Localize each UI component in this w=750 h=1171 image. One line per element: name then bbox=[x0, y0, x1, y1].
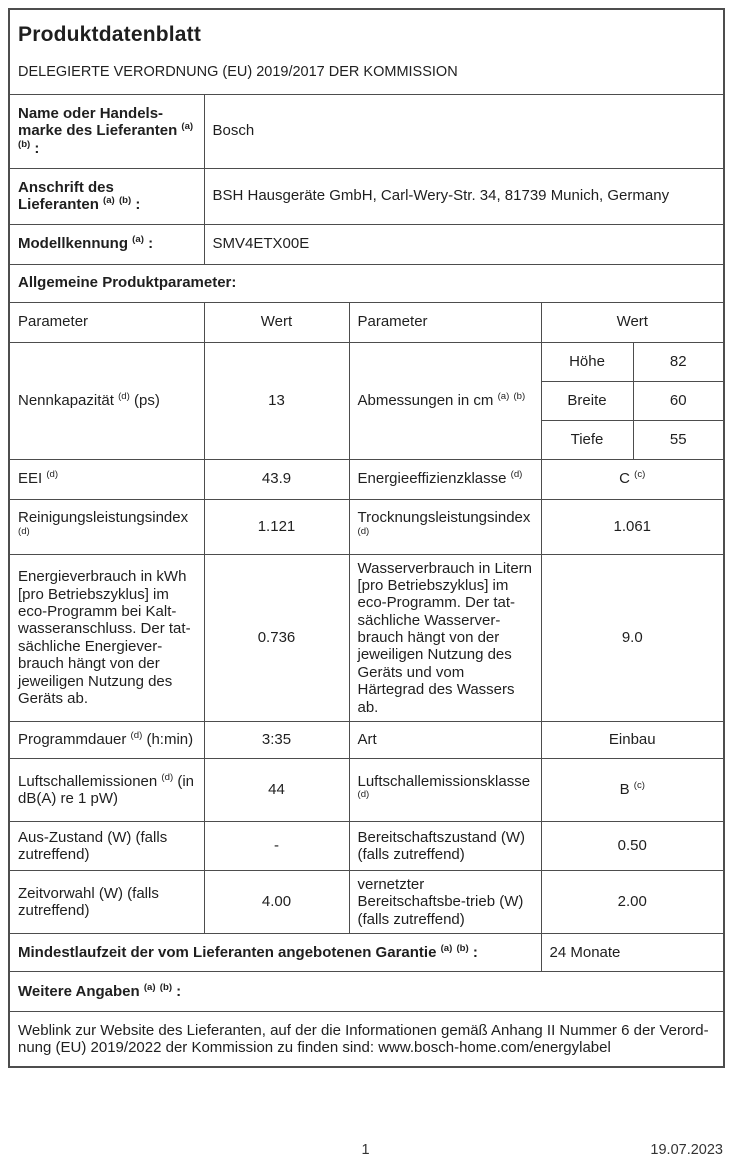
footer-date: 19.07.2023 bbox=[650, 1142, 723, 1158]
eei-value: 43.9 bbox=[204, 459, 349, 499]
wert-header-2: Wert bbox=[541, 302, 724, 342]
wert-header-1: Wert bbox=[204, 302, 349, 342]
table-row bbox=[9, 302, 724, 342]
section-title: Allgemeine Produktparameter: bbox=[9, 264, 724, 302]
off-mode-label: Aus-Zustand (W) (falls zutreffend) bbox=[9, 822, 204, 871]
param-header-2: Parameter bbox=[349, 302, 541, 342]
table-row bbox=[9, 554, 724, 722]
capacity-label: Nennkapazität $^{(d)}$ (ps) bbox=[9, 342, 204, 459]
noise-class-label: Luftschallemissionsklasse $^{(d)}$ bbox=[349, 759, 541, 822]
energy-class-label: Energieeffizienzklasse $^{(d)}$ bbox=[349, 459, 541, 499]
table-row bbox=[9, 224, 724, 264]
capacity-value: 13 bbox=[204, 342, 349, 459]
dimension-value-tiefe: 55 bbox=[633, 420, 724, 459]
networked-standby-label: vernetzter Bereitschaftsbe-trieb (W) (falls zutreffend) bbox=[349, 871, 541, 934]
table-row bbox=[9, 871, 724, 934]
dimensions-label: Abmessungen in cm $^{(a)}$ $^{(b)}$ bbox=[349, 342, 541, 459]
dimension-name-breite: Breite bbox=[541, 381, 633, 420]
table-row bbox=[9, 1012, 724, 1067]
dimension-name-hoehe: Höhe bbox=[541, 342, 633, 381]
supplier-name-label: Name oder Handels-marke des Lieferanten $^{(a)}$ $^{(b)}$ : bbox=[9, 94, 204, 168]
additional-info-label: Weitere Angaben $^{(a)}$ $^{(b)}$ : bbox=[9, 972, 724, 1012]
duration-value: 3:35 bbox=[204, 722, 349, 759]
regulation-subtitle: DELEGIERTE VERORDNUNG (EU) 2019/2017 DER KOMMISSION bbox=[18, 64, 458, 81]
table-row bbox=[9, 822, 724, 871]
drying-index-value: 1.061 bbox=[541, 499, 724, 554]
type-label: Art bbox=[349, 722, 541, 759]
noise-value: 44 bbox=[204, 759, 349, 822]
energy-consumption-value: 0.736 bbox=[204, 554, 349, 722]
model-id-value: SMV4ETX00E bbox=[204, 224, 724, 264]
dimension-value-hoehe: 82 bbox=[633, 342, 724, 381]
footer-page-number: 1 bbox=[361, 1142, 370, 1158]
energy-class-value: C $^{(c)}$ bbox=[541, 459, 724, 499]
table-row bbox=[9, 342, 724, 381]
water-consumption-label: Wasserverbrauch in Litern [pro Betriebszyklus] im eco-Programm. Der tat-sächliche Wasserver-brauch hängt von der jeweiligen Nutzung des Geräts und vom Härtegrad des Wassers ab. bbox=[349, 554, 541, 722]
table-row bbox=[9, 934, 724, 972]
table-row bbox=[9, 9, 724, 94]
table-row bbox=[9, 459, 724, 499]
table-row bbox=[9, 722, 724, 759]
delay-start-value: 4.00 bbox=[204, 871, 349, 934]
guarantee-label: Mindestlaufzeit der vom Lieferanten angebotenen Garantie $^{(a)}$ $^{(b)}$ : bbox=[9, 934, 541, 972]
standby-value: 0.50 bbox=[541, 822, 724, 871]
eei-label: EEI $^{(d)}$ bbox=[9, 459, 204, 499]
noise-label: Luftschallemissionen $^{(d)}$ (in dB(A) re 1 pW) bbox=[9, 759, 204, 822]
off-mode-value: - bbox=[204, 822, 349, 871]
table-row bbox=[9, 759, 724, 822]
page-title: Produktdatenblatt bbox=[18, 22, 202, 46]
page-footer bbox=[8, 1142, 723, 1158]
supplier-address-label: Anschrift des Lieferanten $^{(a)}$ $^{(b)}$ : bbox=[9, 168, 204, 224]
water-consumption-value: 9.0 bbox=[541, 554, 724, 722]
guarantee-value: 24 Monate bbox=[541, 934, 724, 972]
cleaning-index-label: Reinigungsleistungsindex $^{(d)}$ bbox=[9, 499, 204, 554]
energy-consumption-label: Energieverbrauch in kWh [pro Betriebszyklus] im eco-Programm bei Kalt-wasseranschluss. Der tat-sächliche Energiever-brauch hängt von der jeweiligen Nutzung des Geräts ab. bbox=[9, 554, 204, 722]
product-datasheet-table bbox=[8, 8, 725, 1068]
noise-class-value: B $^{(c)}$ bbox=[541, 759, 724, 822]
standby-label: Bereitschaftszustand (W) (falls zutreffend) bbox=[349, 822, 541, 871]
param-header-1: Parameter bbox=[9, 302, 204, 342]
supplier-address-value: BSH Hausgeräte GmbH, Carl-Wery-Str. 34, 81739 Munich, Germany bbox=[204, 168, 724, 224]
table-row bbox=[9, 264, 724, 302]
table-row bbox=[9, 168, 724, 224]
type-value: Einbau bbox=[541, 722, 724, 759]
networked-standby-value: 2.00 bbox=[541, 871, 724, 934]
header-cell bbox=[9, 9, 724, 94]
table-row bbox=[9, 499, 724, 554]
dimension-name-tiefe: Tiefe bbox=[541, 420, 633, 459]
cleaning-index-value: 1.121 bbox=[204, 499, 349, 554]
table-row bbox=[9, 972, 724, 1012]
supplier-name-value: Bosch bbox=[204, 94, 724, 168]
dimension-value-breite: 60 bbox=[633, 381, 724, 420]
model-id-label: Modellkennung $^{(a)}$ : bbox=[9, 224, 204, 264]
table-row bbox=[9, 94, 724, 168]
weblink-text: Weblink zur Website des Lieferanten, auf der die Informationen gemäß Anhang II Nummer 6 der Verord-nung (EU) 2019/2022 der Kommission zu finden sind: www.bosch-home.com/energylabel bbox=[9, 1012, 724, 1067]
duration-label: Programmdauer $^{(d)}$ (h:min) bbox=[9, 722, 204, 759]
delay-start-label: Zeitvorwahl (W) (falls zutreffend) bbox=[9, 871, 204, 934]
drying-index-label: Trocknungsleistungsindex $^{(d)}$ bbox=[349, 499, 541, 554]
